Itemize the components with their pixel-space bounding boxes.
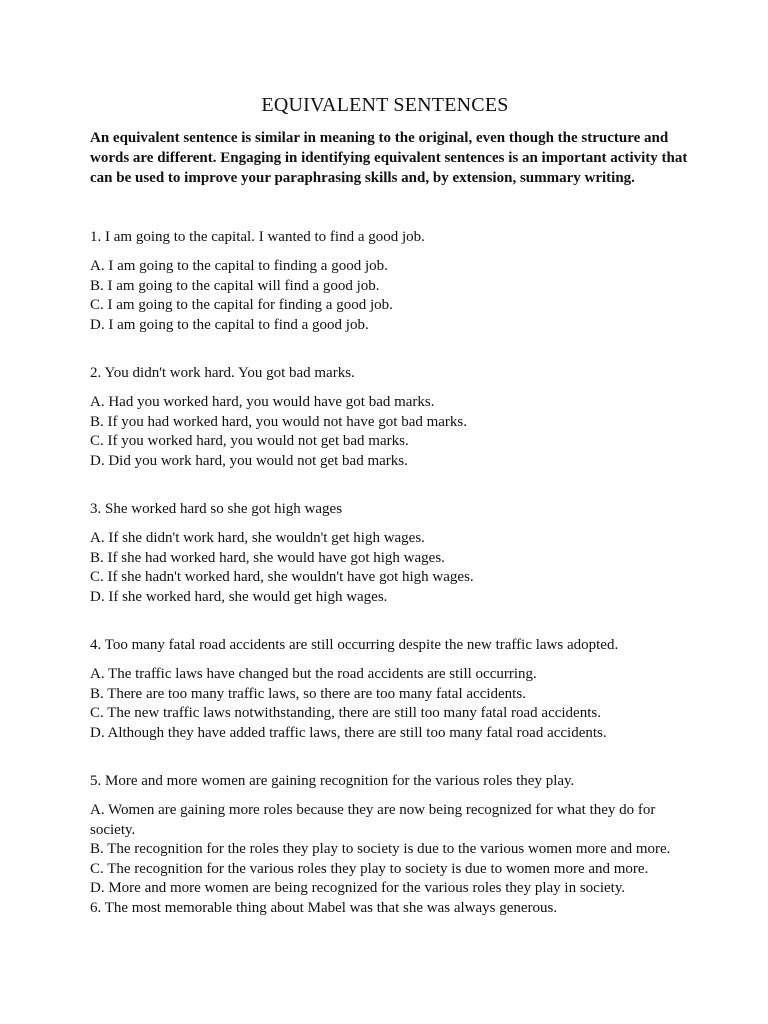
option-c: C. The new traffic laws notwithstanding, there are still too many fatal road accidents. xyxy=(90,705,601,721)
option-list xyxy=(90,529,690,607)
question-5 xyxy=(90,772,690,899)
question-stem: 4. Too many fatal road accidents are still occurring despite the new traffic laws adopted. xyxy=(90,637,619,653)
option-b: B. I am going to the capital will find a good job. xyxy=(90,277,380,294)
question-1 xyxy=(90,228,690,335)
question-4 xyxy=(90,636,690,743)
option-c: C. If she hadn't worked hard, she wouldn't have got high wages. xyxy=(90,569,474,585)
question-2 xyxy=(90,364,690,471)
page-title: EQUIVALENT SENTENCES xyxy=(261,94,509,116)
question-6-stem: 6. The most memorable thing about Mabel was that she was always generous. xyxy=(90,900,558,916)
option-b: B. There are too many traffic laws, so there are too many fatal accidents. xyxy=(90,685,526,702)
option-list xyxy=(90,393,690,471)
question-stem: 2. You didn't work hard. You got bad marks. xyxy=(90,365,355,381)
question-stem: 3. She worked hard so she got high wages xyxy=(90,501,343,517)
option-a: A. I am going to the capital to finding a good job. xyxy=(90,258,388,274)
intro-paragraph: An equivalent sentence is similar in meaning to the original, even though the structure and words are different. Engaging in identifying equivalent sentences is an important activity that can be used to improve your paraphrasing skills and, by extension, summary writing. xyxy=(90,130,688,186)
option-b: B. If you had worked hard, you would not have got bad marks. xyxy=(90,413,468,430)
option-d: D. I am going to the capital to find a good job. xyxy=(90,316,369,333)
option-a: A. Had you worked hard, you would have got bad marks. xyxy=(90,394,435,410)
question-stem: 1. I am going to the capital. I wanted to find a good job. xyxy=(90,229,425,245)
option-list xyxy=(90,801,690,899)
option-c: C. If you worked hard, you would not get bad marks. xyxy=(90,433,409,449)
option-d: D. Did you work hard, you would not get bad marks. xyxy=(90,452,408,469)
option-c: C. I am going to the capital for finding a good job. xyxy=(90,297,393,313)
option-d: D. If she worked hard, she would get high wages. xyxy=(90,588,388,605)
option-a: A. Women are gaining more roles because they are now being recognized for what they do for society. xyxy=(90,802,656,838)
option-list xyxy=(90,665,690,743)
option-d: D. Although they have added traffic laws, there are still too many fatal road accidents. xyxy=(90,724,607,741)
option-list xyxy=(90,257,690,335)
option-a: A. If she didn't work hard, she wouldn't get high wages. xyxy=(90,530,425,546)
option-d: D. More and more women are being recognized for the various roles they play in society. xyxy=(90,880,626,896)
option-b: B. The recognition for the roles they play to society is due to the various women more and more. xyxy=(90,841,671,857)
question-3 xyxy=(90,500,690,607)
question-stem: 5. More and more women are gaining recognition for the various roles they play. xyxy=(90,773,575,789)
option-c: C. The recognition for the various roles they play to society is due to women more and more. xyxy=(90,860,649,877)
option-b: B. If she had worked hard, she would have got high wages. xyxy=(90,549,445,566)
option-a: A. The traffic laws have changed but the road accidents are still occurring. xyxy=(90,666,537,682)
